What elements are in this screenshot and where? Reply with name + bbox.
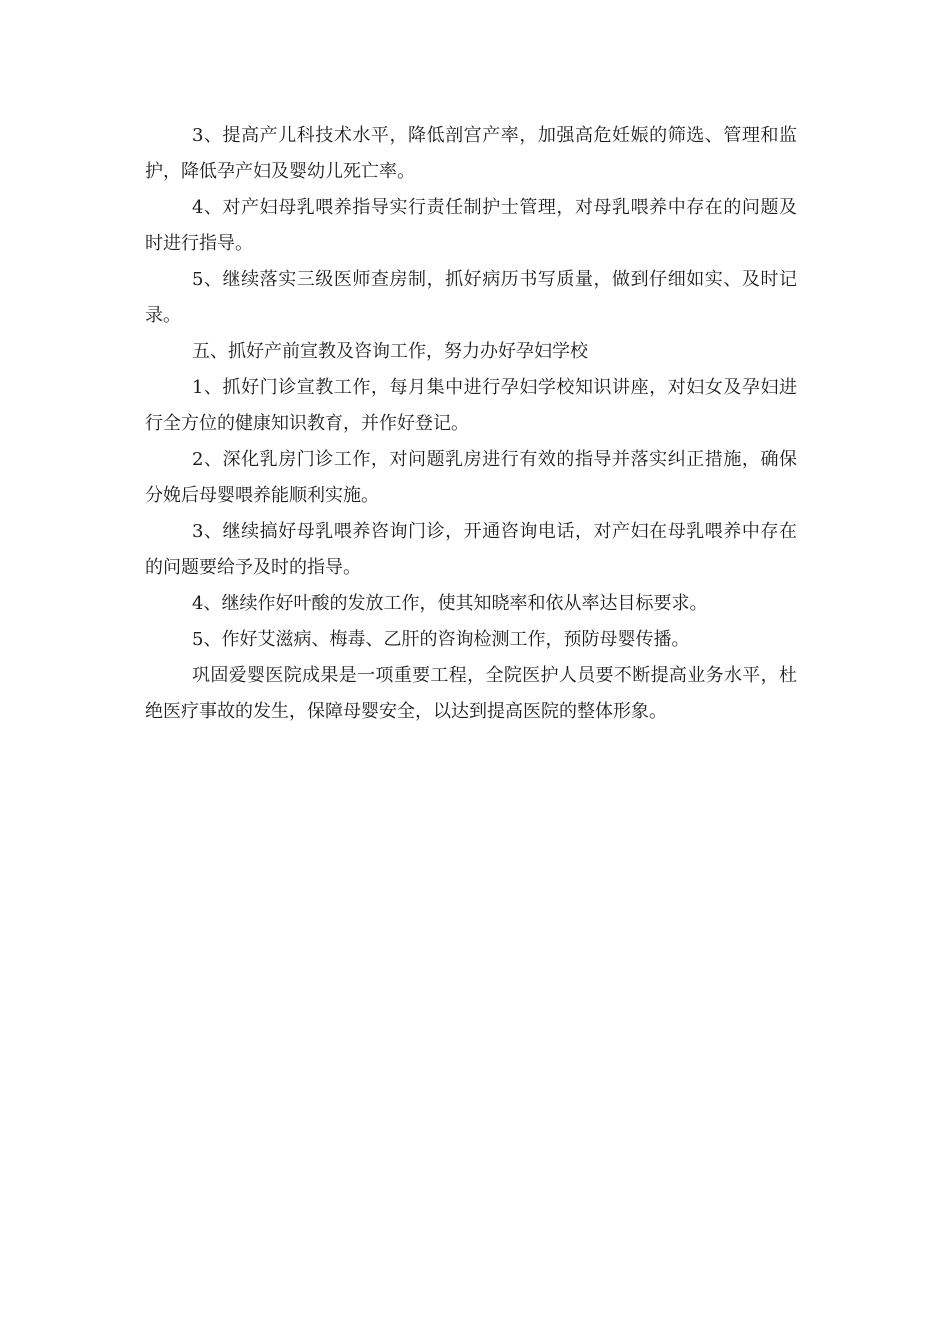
paragraph-conclusion: 巩固爱婴医院成果是一项重要工程，全院医护人员要不断提高业务水平，杜绝医疗事故的发生，保障母婴安全，以达到提高医院的整体形象。	[145, 665, 797, 722]
paragraph-item-5-ward-rounds: 5、继续落实三级医师查房制，抓好病历书写质量，做到仔细如实、及时记录。	[145, 269, 797, 326]
paragraph-item-3-obstetrics: 3、提高产儿科技术水平，降低剖宫产率，加强高危妊娠的筛选、管理和监护，降低孕产妇及婴幼儿死亡率。	[145, 125, 797, 182]
paragraph-item-5-disease-testing: 5、作好艾滋病、梅毒、乙肝的咨询检测工作，预防母婴传播。	[192, 629, 690, 650]
document-body	[145, 118, 797, 730]
paragraph-item-4-folic-acid: 4、继续作好叶酸的发放工作，使其知晓率和依从率达目标要求。	[192, 593, 708, 614]
paragraph-item-3-consultation: 3、继续搞好母乳喂养咨询门诊，开通咨询电话，对产妇在母乳喂养中存在的问题要给予及时的指导。	[145, 521, 797, 578]
paragraph-item-4-breastfeeding-guidance: 4、对产妇母乳喂养指导实行责任制护士管理，对母乳喂养中存在的问题及时进行指导。	[145, 197, 797, 254]
paragraph-item-1-outpatient-education: 1、抓好门诊宣教工作，每月集中进行孕妇学校知识讲座，对妇女及孕妇进行全方位的健康知识教育，并作好登记。	[145, 377, 797, 434]
paragraph-item-2-breast-clinic: 2、深化乳房门诊工作，对问题乳房进行有效的指导并落实纠正措施，确保分娩后母婴喂养能顺利实施。	[145, 449, 797, 506]
section-heading-five: 五、抓好产前宣教及咨询工作，努力办好孕妇学校	[192, 341, 588, 362]
